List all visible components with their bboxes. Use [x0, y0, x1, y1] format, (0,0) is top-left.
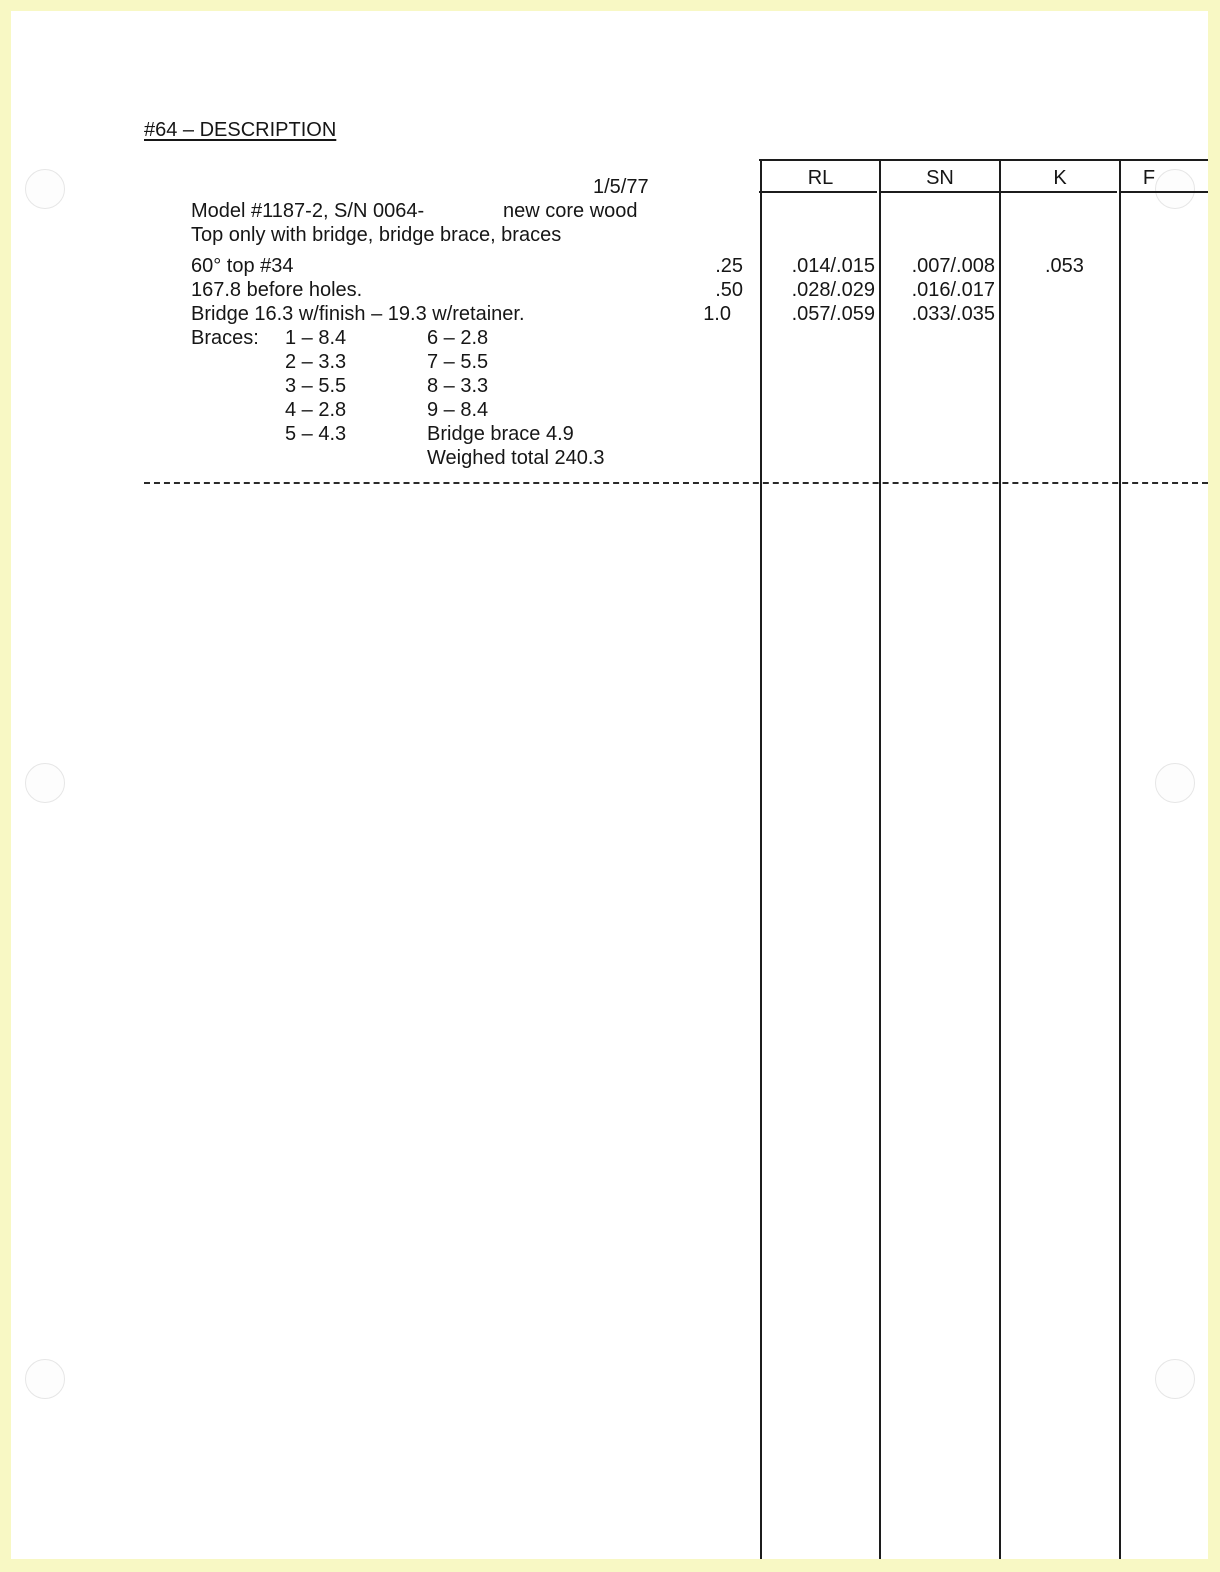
- header-divider: [759, 191, 877, 193]
- brace-entry: 9 – 8.4: [427, 399, 489, 421]
- brace-entry: 3 – 5.5: [285, 375, 347, 397]
- punch-hole: [1155, 169, 1195, 209]
- column-header-rl: RL: [807, 167, 834, 189]
- description-line: 167.8 before holes.: [191, 279, 363, 301]
- load-value: .25: [715, 255, 743, 277]
- section-separator: [144, 482, 1208, 484]
- table-cell-rl: .057/.059: [791, 303, 875, 325]
- table-cell-sn: .016/.017: [911, 279, 995, 301]
- punch-hole: [25, 1359, 65, 1399]
- punch-hole: [1155, 1359, 1195, 1399]
- table-cell-k: .053: [1045, 255, 1084, 277]
- load-value: 1.0: [703, 303, 731, 325]
- top-note: Top only with bridge, bridge brace, braces: [191, 224, 562, 246]
- column-header-f: F: [1142, 167, 1156, 189]
- description-line: Bridge 16.3 w/finish – 19.3 w/retainer.: [191, 303, 525, 325]
- table-cell-sn: .033/.035: [911, 303, 995, 325]
- column-header-k: K: [1053, 167, 1067, 189]
- load-value: .50: [715, 279, 743, 301]
- punch-hole: [25, 169, 65, 209]
- braces-label: Braces:: [191, 327, 259, 349]
- brace-entry: 1 – 8.4: [285, 327, 347, 349]
- brace-entry: 7 – 5.5: [427, 351, 489, 373]
- column-divider: [760, 159, 762, 1559]
- column-header-sn: SN: [926, 167, 954, 189]
- brace-entry: 2 – 3.3: [285, 351, 347, 373]
- model-line: Model #1187-2, S/N 0064-: [191, 200, 425, 222]
- document-page: [11, 11, 1208, 1559]
- header-divider: [1121, 191, 1208, 193]
- column-divider: [999, 159, 1001, 1559]
- page-title: #64 – DESCRIPTION: [144, 119, 337, 141]
- weighed-total: Weighed total 240.3: [427, 447, 605, 469]
- column-divider: [879, 159, 881, 1559]
- header-divider: [879, 191, 999, 193]
- brace-entry: 5 – 4.3: [285, 423, 347, 445]
- punch-hole: [25, 763, 65, 803]
- column-divider: [1119, 159, 1121, 1559]
- header-divider: [1001, 191, 1117, 193]
- table-cell-rl: .014/.015: [791, 255, 875, 277]
- date: 1/5/77: [593, 176, 649, 198]
- description-line: 60° top #34: [191, 255, 294, 277]
- table-cell-rl: .028/.029: [791, 279, 875, 301]
- brace-entry: 6 – 2.8: [427, 327, 489, 349]
- bridge-brace-weight: Bridge brace 4.9: [427, 423, 574, 445]
- punch-hole: [1155, 763, 1195, 803]
- brace-entry: 8 – 3.3: [427, 375, 489, 397]
- table-cell-sn: .007/.008: [911, 255, 995, 277]
- table-top-border: [759, 159, 1208, 161]
- core-note: new core wood: [503, 200, 638, 222]
- brace-entry: 4 – 2.8: [285, 399, 347, 421]
